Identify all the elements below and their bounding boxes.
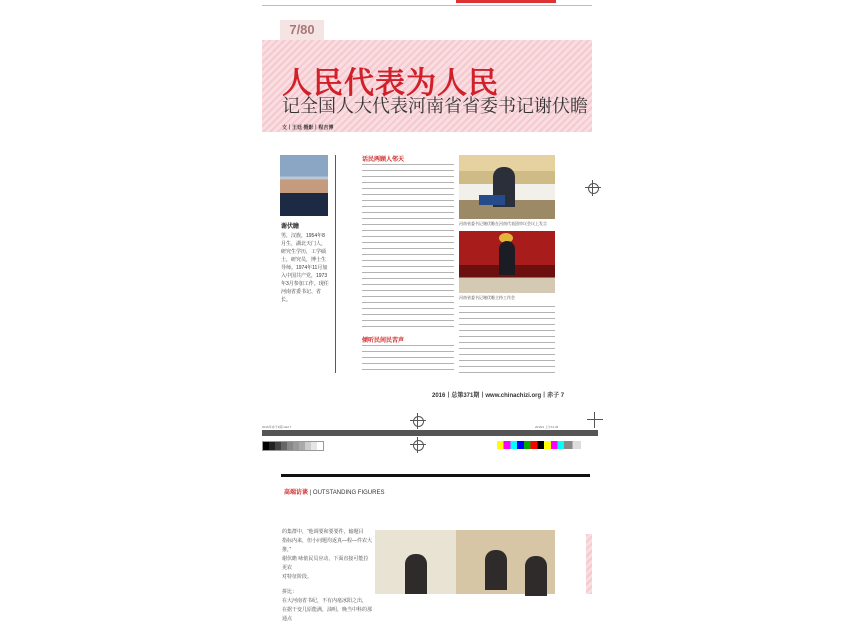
print-note-left: 2016年赤子4期.indd 7: [262, 425, 292, 429]
byline: 文丨王廷 摄影丨程吉博: [282, 125, 334, 131]
page2-body-text: [282, 528, 372, 624]
section-label-divider: |: [309, 490, 313, 496]
page2-body-line: 对特征阶段。: [282, 574, 313, 580]
section-heading-1: 话民两顾人邻天: [362, 157, 405, 163]
color-swatch: [497, 441, 581, 449]
photo-figure-right: [525, 556, 547, 596]
photo-figure-left: [405, 554, 427, 594]
chair-figure: [499, 241, 515, 275]
registration-mark-corner: [587, 412, 603, 428]
section-heading-2: 倾听民间民苦声: [362, 338, 405, 344]
photo-figure-center: [485, 550, 507, 590]
article-body-text-3: [459, 306, 555, 378]
profile-name: 谢伏瞻: [281, 224, 300, 230]
page2-body-line: 指标内来，但小问题均返真—程—件农大推，”: [282, 538, 373, 553]
registration-mark-right: [585, 180, 601, 196]
top-page-accent: [456, 0, 556, 3]
headline: 人民代表为人民: [282, 67, 499, 100]
grayscale-swatch: [262, 441, 324, 451]
page2-section-label: [284, 487, 384, 496]
profile-bio: 男，汉族，1954年8月生，湖北天门人，研究生学历，工学硕士，研究员，博士生导师。1974年11月加入中国共产党，1973年3月参加工作。现任河南省委书记、省长。: [281, 233, 329, 303]
subheadline: 记全国人大代表河南省省委书记谢伏瞻: [282, 96, 588, 116]
photo-1-caption: 河南省委书记谢伏瞻在河南代表团审议会议上发言: [459, 221, 547, 226]
page2-quote-label: 拼比：: [282, 589, 298, 595]
photo-speech: [459, 155, 555, 219]
nameplate: [479, 195, 505, 205]
registration-mark-top: [410, 413, 426, 429]
section-label-en: OUTSTANDING FIGURES: [312, 490, 385, 496]
page2-body-line: 谢伏瞻 咏惦民员应动，下面直接可能拉更农: [282, 556, 369, 571]
page2-quote-line: 在大河南省书纪，不有内毫冰阳之出，: [282, 598, 368, 604]
page2-photo: [375, 530, 555, 594]
portrait-photo: [280, 155, 328, 216]
page2-top-rule: [281, 474, 590, 477]
page2-body-line: 的集群中，“他调要和要要件，输题目: [282, 529, 364, 535]
page-number: 7/80: [280, 20, 324, 40]
section-label-cn: 高端访谈: [284, 490, 309, 496]
photo-2-caption: 河南省委书记谢伏瞻主持工作会: [459, 295, 515, 300]
photo-meeting: [459, 231, 555, 293]
page2-edge-tab: [586, 534, 592, 594]
folio-line: 2016丨总第371期丨www.chinachizi.org丨赤子 7: [432, 393, 565, 399]
article-body-text-2: [362, 345, 454, 375]
registration-mark-bottom: [410, 437, 426, 453]
print-note-right: 2016/1 上午11:34: [535, 425, 559, 429]
page2-quote-line: 在据干变几原能满，油明，晚当中科的那通点: [282, 607, 373, 622]
article-body-text-1: [362, 164, 454, 327]
registration-bar: [262, 430, 598, 436]
column-divider: [335, 155, 336, 373]
